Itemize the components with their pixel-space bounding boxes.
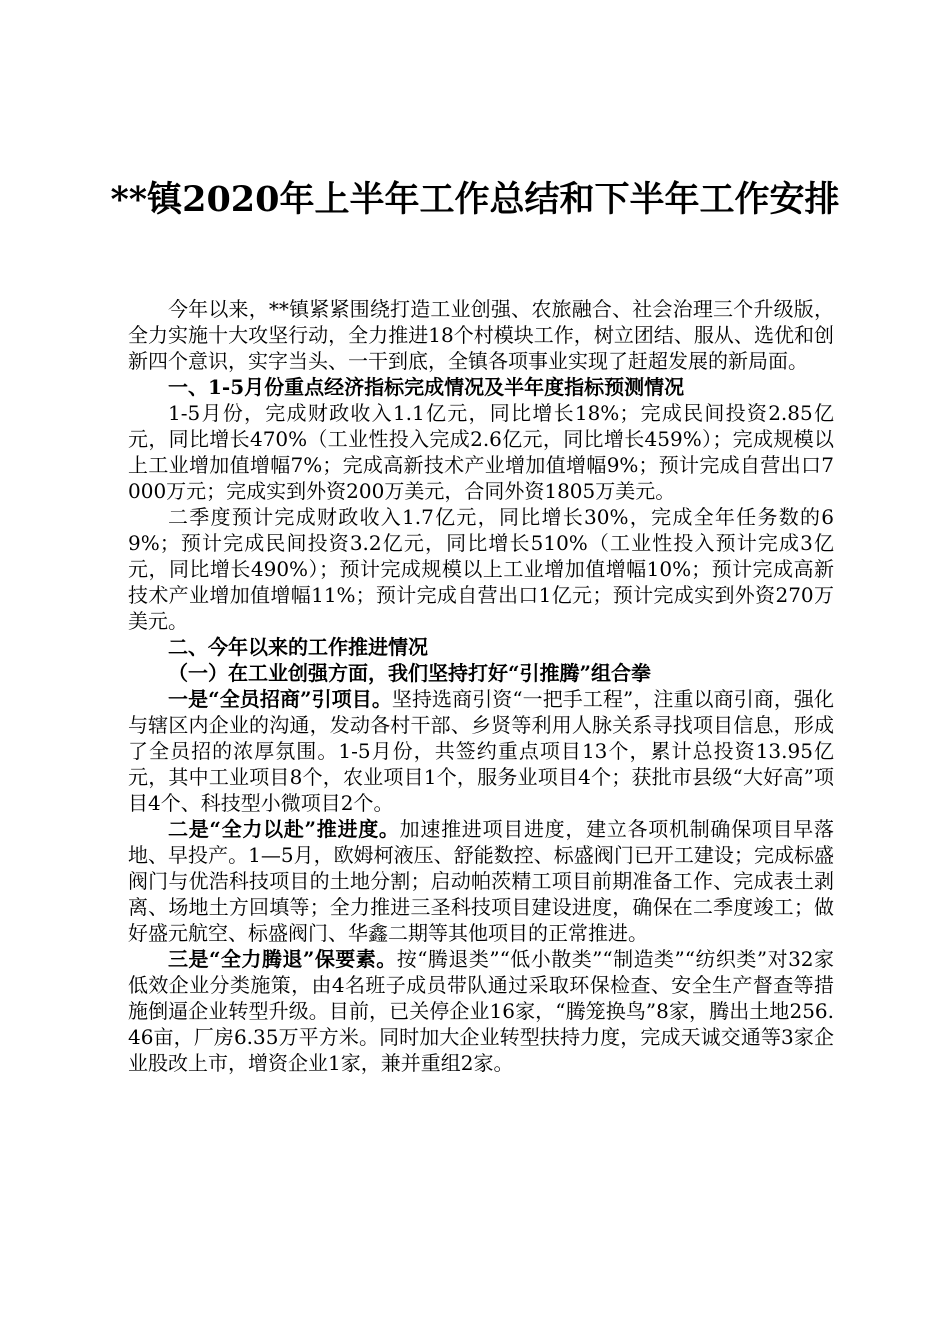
item1-text: 坚持选商引资“一把手工程”，注重以商引商，强化与辖区内企业的沟通，发动各村干部、乡贤等利用人脉关系寻找项目信息，形成了全员招的浓厚氛围。1-5月份，共签约重点项目13个，累计总投资13.95亿元，其中工业项目8个，农业项目1个，服务业项目4个；获批市县级“大好高”项目4个、科技型小微项目2个。 <box>128 687 834 815</box>
section2-subheading-1: （一）在工业创强方面，我们坚持打好“引推腾”组合拳 <box>168 661 652 685</box>
item1-lead: 一是“全员招商”引项目。 <box>168 687 392 711</box>
section2-heading: 二、今年以来的工作推进情况 <box>168 635 428 659</box>
item3-paragraph <box>128 946 834 1076</box>
intro-paragraph: 今年以来，**镇紧紧围绕打造工业创强、农旅融合、社会治理三个升级版，全力实施十大攻坚行动，全力推进18个村模块工作，树立团结、服从、选优和创新四个意识，实字当头、一干到底，全镇各项事业实现了赶超发展的新局面。 <box>128 297 834 373</box>
document-title: **镇2020年上半年工作总结和下半年工作安排 <box>110 179 840 220</box>
item2-paragraph <box>128 816 834 946</box>
item1-paragraph <box>128 686 834 816</box>
item2-lead: 二是“全力以赴”推进度。 <box>168 817 400 841</box>
section1-paragraph-1: 1-5月份，完成财政收入1.1亿元，同比增长18%；完成民间投资2.85亿元，同比增长470%（工业性投入完成2.6亿元，同比增长459%）；完成规模以上工业增加值增幅7%；完成高新技术产业增加值增幅9%；预计完成自营出口7000万元；完成实到外资200万美元，合同外资1805万美元。 <box>128 401 834 503</box>
section1-heading: 一、1-5月份重点经济指标完成情况及半年度指标预测情况 <box>168 375 685 399</box>
item3-text: 按“腾退类”“低小散类”“制造类”“纺织类”对32家低效企业分类施策，由4名班子成员带队通过采取环保检查、安全生产督查等措施倒逼企业转型升级。目前，已关停企业16家，“腾笼换鸟”8家，腾出土地256.46亩，厂房6.35万平方米。同时加大企业转型扶持力度，完成天诚交通等3家企业股改上市，增资企业1家，兼并重组2家。 <box>128 947 834 1075</box>
document-body <box>128 296 834 1076</box>
item2-text: 加速推进项目进度，建立各项机制确保项目早落地、早投产。1—5月，欧姆柯液压、舒能数控、标盛阀门已开工建设；完成标盛阀门与优浩科技项目的土地分割；启动帕茨精工项目前期准备工作、完成表土剥离、场地土方回填等；全力推进三圣科技项目建设进度，确保在二季度竣工；做好盛元航空、标盛阀门、华鑫二期等其他项目的正常推进。 <box>128 817 835 945</box>
item3-lead: 三是“全力腾退”保要素。 <box>168 947 397 971</box>
section1-paragraph-2: 二季度预计完成财政收入1.7亿元，同比增长30%，完成全年任务数的69%；预计完成民间投资3.2亿元，同比增长510%（工业性投入预计完成3亿元，同比增长490%）；预计完成规模以上工业增加值增幅10%；预计完成高新技术产业增加值增幅11%；预计完成自营出口1亿元；预计完成实到外资270万美元。 <box>128 505 834 633</box>
